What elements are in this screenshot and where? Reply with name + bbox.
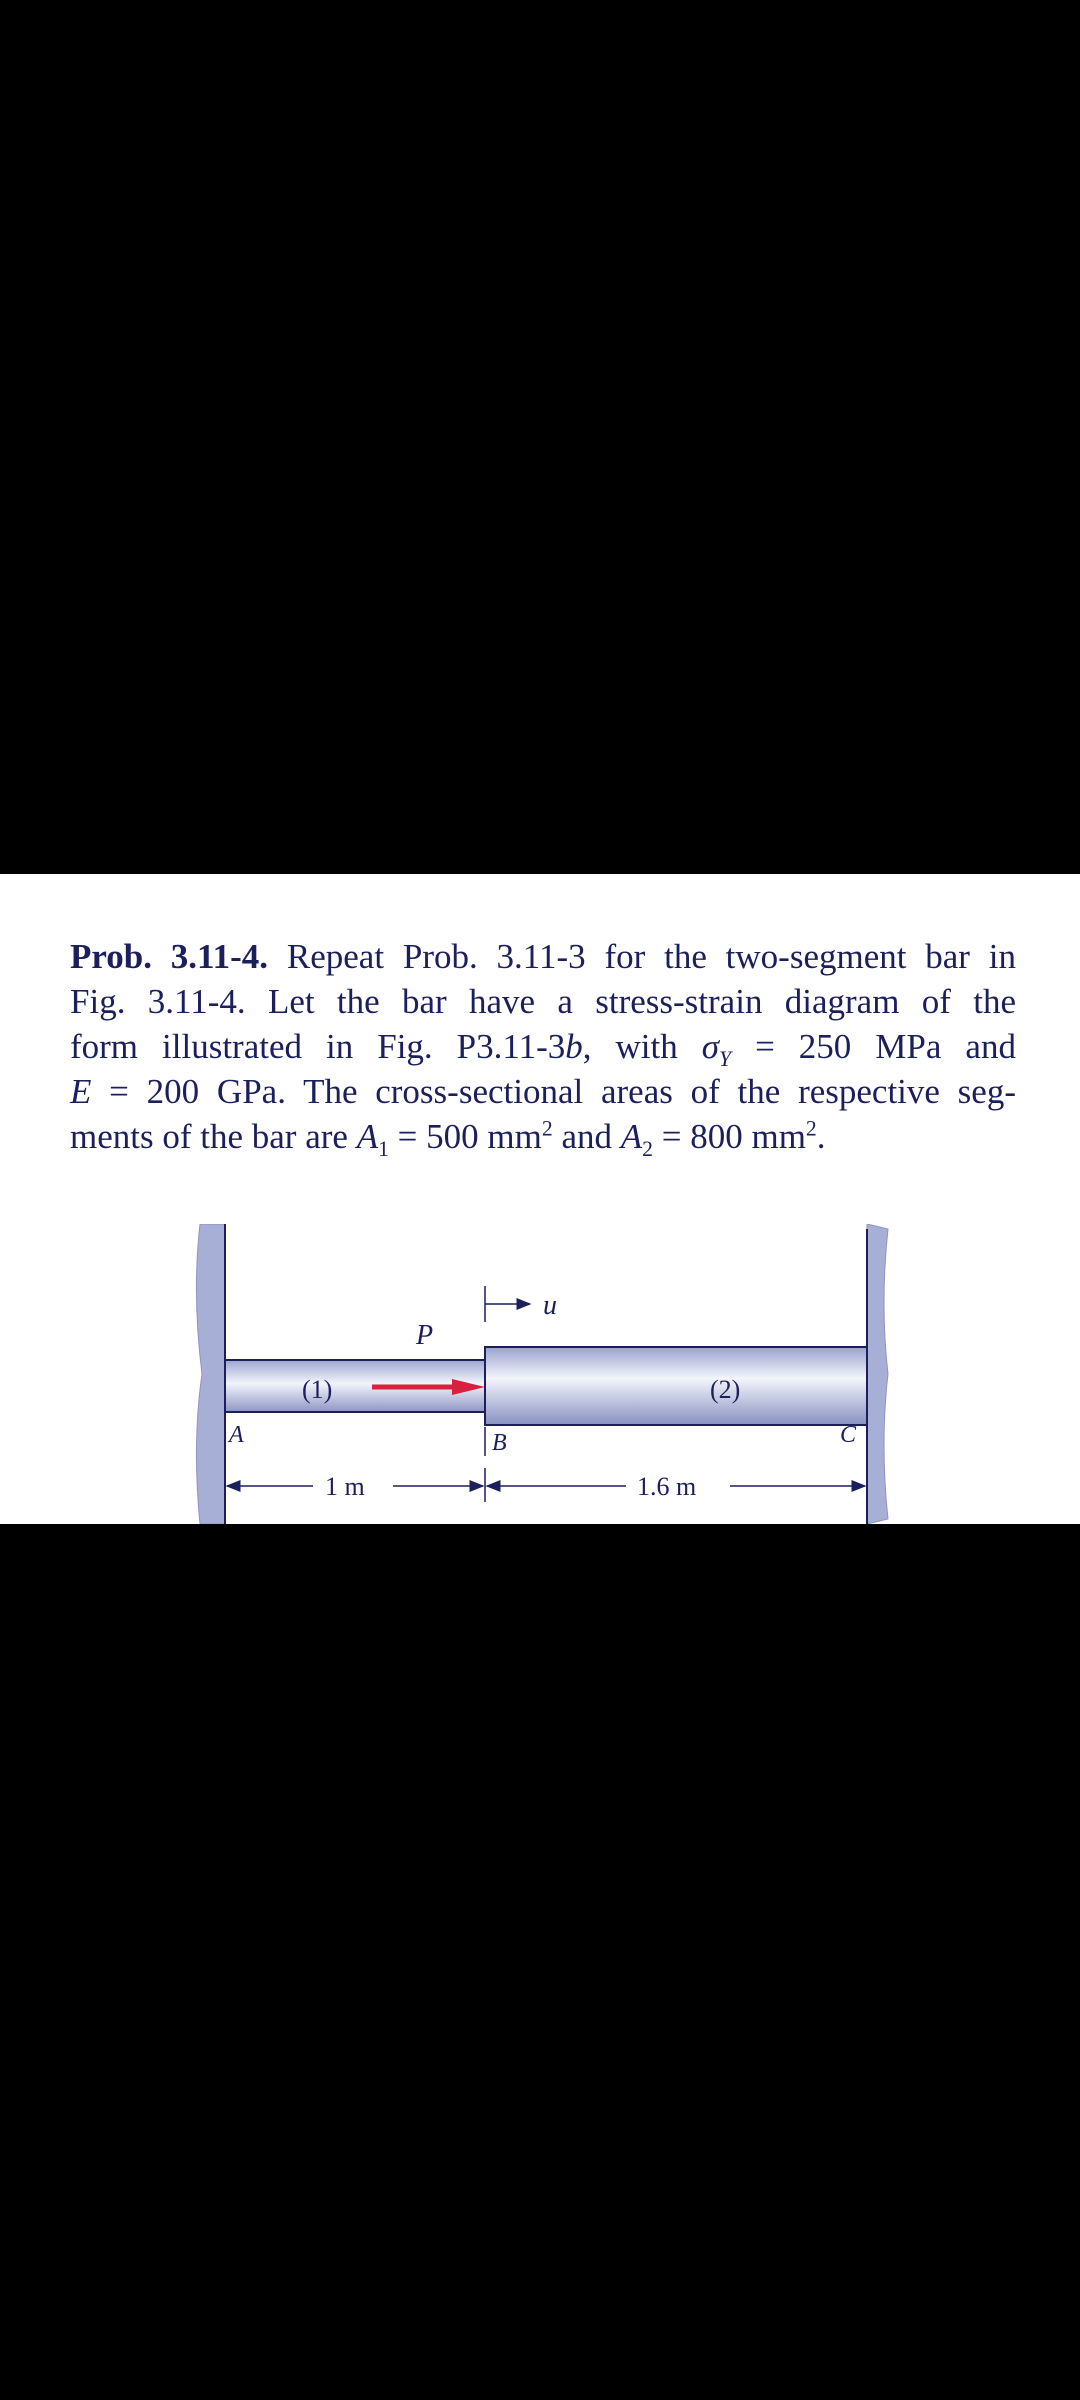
problem-line-3 [70, 1024, 1016, 1069]
problem-text: = 500 mm [388, 1117, 542, 1156]
area-subscript: 2 [642, 1137, 653, 1161]
superscript: 2 [541, 1116, 553, 1141]
content-panel [0, 874, 1080, 1524]
dimension-1-label: 1 m [325, 1472, 365, 1501]
problem-statement [70, 934, 1016, 1159]
problem-text: = 250 MPa and [731, 1027, 1016, 1066]
label-P: P [416, 1320, 434, 1351]
sigma-symbol: σ [701, 1027, 719, 1066]
problem-text: Repeat Prob. 3.11-3 for the two-segment bar in [286, 937, 1017, 976]
area-symbol: A [620, 1117, 643, 1156]
problem-text: , with [582, 1027, 702, 1066]
problem-text: . [816, 1117, 826, 1156]
problem-line-1 [70, 934, 1016, 979]
label-u: u [543, 1290, 557, 1321]
modulus-symbol: E [70, 1072, 92, 1111]
segment-1-label: (1) [302, 1375, 333, 1404]
problem-text: b [565, 1027, 583, 1066]
bar-figure [190, 1224, 890, 1524]
problem-text: = 200 GPa. The cross-sectional areas of the respective seg- [91, 1072, 1016, 1111]
area-symbol: A [356, 1117, 379, 1156]
problem-text: form illustrated in Fig. P3.11-3 [70, 1027, 566, 1066]
problem-text: ments of the bar are [70, 1117, 357, 1156]
dimension-2-label: 1.6 m [637, 1472, 697, 1501]
problem-label: Prob. 3.11-4. [70, 937, 269, 976]
point-B-label: B [492, 1430, 507, 1456]
left-wall [196, 1224, 225, 1524]
problem-line-5 [70, 1114, 1016, 1159]
problem-text: = 800 mm [652, 1117, 806, 1156]
problem-line-2: Fig. 3.11-4. Let the bar have a stress-strain diagram of the [70, 982, 1016, 1021]
right-wall [867, 1224, 888, 1524]
problem-text: and [552, 1117, 621, 1156]
bar-segment-2 [485, 1347, 867, 1425]
sigma-subscript: Y [719, 1047, 732, 1071]
point-A-label: A [229, 1422, 244, 1448]
point-C-label: C [840, 1422, 857, 1448]
segment-2-label: (2) [710, 1375, 741, 1404]
area-subscript: 1 [378, 1137, 389, 1161]
superscript: 2 [805, 1116, 817, 1141]
problem-line-4 [70, 1069, 1016, 1114]
